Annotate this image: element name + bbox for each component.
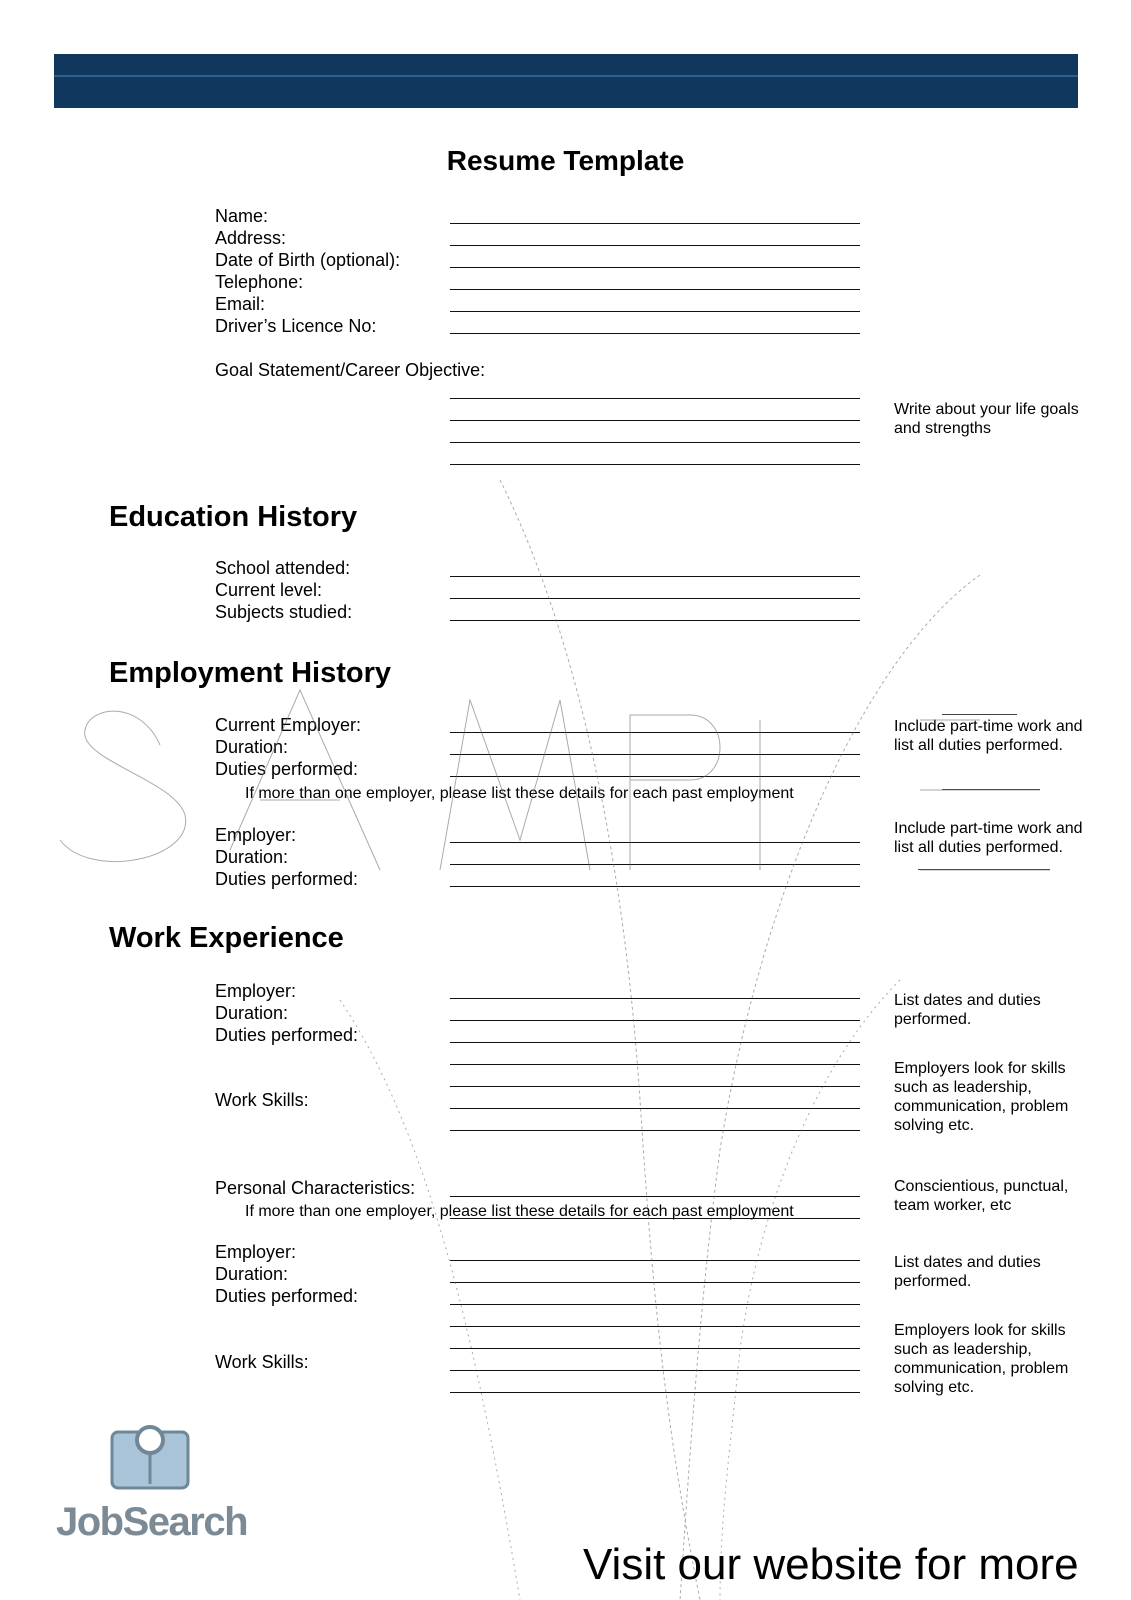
char-note-a: Conscientious, punctual, bbox=[894, 1178, 1069, 1195]
dates-note-a: List dates and duties bbox=[894, 992, 1041, 1009]
work-duties-label-2: Duties performed: bbox=[215, 1286, 359, 1306]
work-heading: Work Experience bbox=[109, 922, 344, 954]
work-skills-line[interactable] bbox=[450, 1130, 860, 1131]
duties-line-2[interactable] bbox=[450, 886, 860, 887]
skills-note-c: communication, problem bbox=[894, 1098, 1069, 1115]
work-skills-label: Work Skills: bbox=[215, 1090, 309, 1110]
skills-note2-d: solving etc. bbox=[894, 1379, 975, 1396]
goal-line[interactable] bbox=[450, 442, 860, 443]
work-skills-line[interactable] bbox=[450, 1064, 860, 1065]
work-duties-line[interactable] bbox=[450, 1042, 860, 1043]
watermark-letter-s bbox=[60, 711, 186, 861]
address-label: Address: bbox=[215, 228, 287, 248]
personal-characteristics-line[interactable] bbox=[450, 1196, 860, 1197]
school-label: School attended: bbox=[215, 558, 351, 578]
skills-note2-b: such as leadership, bbox=[894, 1341, 1032, 1358]
dates-note2-b: performed. bbox=[894, 1273, 972, 1290]
level-field-line[interactable] bbox=[450, 598, 860, 599]
name-field-line[interactable] bbox=[450, 223, 860, 224]
work-duties-line-2[interactable] bbox=[450, 1304, 860, 1305]
work-duties-label: Duties performed: bbox=[215, 1025, 359, 1045]
skills-note2-a: Employers look for skills bbox=[894, 1322, 1066, 1339]
work-skills-label-2: Work Skills: bbox=[215, 1352, 309, 1372]
goal-line[interactable] bbox=[450, 464, 860, 465]
school-field-line[interactable] bbox=[450, 576, 860, 577]
current-employer-line[interactable] bbox=[450, 732, 860, 733]
parttime-note-1a: Include part-time work and bbox=[894, 718, 1083, 735]
goal-note-2: and strengths bbox=[894, 420, 991, 437]
telephone-field-line[interactable] bbox=[450, 289, 860, 290]
note-rule bbox=[942, 714, 1017, 715]
parttime-note-1b: list all duties performed. bbox=[894, 737, 1063, 754]
work-duration-line-2[interactable] bbox=[450, 1282, 860, 1283]
note-rule bbox=[918, 869, 1050, 870]
goal-line[interactable] bbox=[450, 420, 860, 421]
duration-line[interactable] bbox=[450, 754, 860, 755]
telephone-label: Telephone: bbox=[215, 272, 304, 292]
work-skills-line[interactable] bbox=[450, 1108, 860, 1109]
goal-note-1: Write about your life goals bbox=[894, 401, 1079, 418]
dob-field-line[interactable] bbox=[450, 267, 860, 268]
subjects-label: Subjects studied: bbox=[215, 602, 353, 622]
skills-note-b: such as leadership, bbox=[894, 1079, 1032, 1096]
work-employer-line-2[interactable] bbox=[450, 1260, 860, 1261]
duties-label-2: Duties performed: bbox=[215, 869, 359, 889]
work-duration-label: Duration: bbox=[215, 1003, 289, 1023]
note-rule bbox=[942, 789, 1040, 790]
employer-line[interactable] bbox=[450, 842, 860, 843]
dates-note2-a: List dates and duties bbox=[894, 1254, 1041, 1271]
skills-note-a: Employers look for skills bbox=[894, 1060, 1066, 1077]
work-skills-line-2[interactable] bbox=[450, 1392, 860, 1393]
duties-label: Duties performed: bbox=[215, 759, 359, 779]
multi-employer-line[interactable] bbox=[450, 1218, 860, 1219]
header-banner bbox=[54, 54, 1078, 108]
jobsearch-logo-text: JobSearch bbox=[56, 1500, 248, 1544]
education-heading: Education History bbox=[109, 501, 358, 533]
personal-characteristics-label: Personal Characteristics: bbox=[215, 1178, 416, 1198]
goal-label: Goal Statement/Career Objective: bbox=[215, 360, 486, 380]
parttime-note-2b: list all duties performed. bbox=[894, 839, 1063, 856]
multi-employer-note: If more than one employer, please list these details for each past employment bbox=[245, 785, 794, 802]
duration-line-2[interactable] bbox=[450, 864, 860, 865]
duties-line[interactable] bbox=[450, 776, 860, 777]
work-skills-line-2[interactable] bbox=[450, 1370, 860, 1371]
email-label: Email: bbox=[215, 294, 266, 314]
work-duration-line[interactable] bbox=[450, 1020, 860, 1021]
skills-note-d: solving etc. bbox=[894, 1117, 975, 1134]
visit-website-link[interactable]: Visit our website for more bbox=[583, 1540, 1079, 1589]
dob-label: Date of Birth (optional): bbox=[215, 250, 401, 270]
goal-line[interactable] bbox=[450, 398, 860, 399]
dates-note-b: performed. bbox=[894, 1011, 972, 1028]
watermark-swoosh bbox=[340, 1000, 520, 1600]
name-label: Name: bbox=[215, 206, 269, 226]
current-employer-label: Current Employer: bbox=[215, 715, 362, 735]
watermark-swoosh bbox=[500, 480, 700, 1600]
watermark-swoosh bbox=[720, 980, 900, 1600]
work-employer-label: Employer: bbox=[215, 981, 297, 1001]
employment-heading: Employment History bbox=[109, 657, 391, 689]
level-label: Current level: bbox=[215, 580, 323, 600]
parttime-note-2a: Include part-time work and bbox=[894, 820, 1083, 837]
subjects-field-line[interactable] bbox=[450, 620, 860, 621]
licence-label: Driver’s Licence No: bbox=[215, 316, 377, 336]
work-employer-label-2: Employer: bbox=[215, 1242, 297, 1262]
work-duration-label-2: Duration: bbox=[215, 1264, 289, 1284]
banner-stripe bbox=[54, 75, 1078, 77]
char-note-b: team worker, etc bbox=[894, 1197, 1012, 1214]
skills-note2-c: communication, problem bbox=[894, 1360, 1069, 1377]
work-skills-line[interactable] bbox=[450, 1086, 860, 1087]
multi-employer-note-2: If more than one employer, please list these details for each past employment bbox=[245, 1203, 794, 1220]
address-field-line[interactable] bbox=[450, 245, 860, 246]
work-employer-line[interactable] bbox=[450, 998, 860, 999]
licence-field-line[interactable] bbox=[450, 333, 860, 334]
duration-label-2: Duration: bbox=[215, 847, 289, 867]
work-skills-line-2[interactable] bbox=[450, 1326, 860, 1327]
email-field-line[interactable] bbox=[450, 311, 860, 312]
work-skills-line-2[interactable] bbox=[450, 1348, 860, 1349]
employer-label: Employer: bbox=[215, 825, 297, 845]
duration-label: Duration: bbox=[215, 737, 289, 757]
page-title: Resume Template bbox=[446, 145, 685, 176]
